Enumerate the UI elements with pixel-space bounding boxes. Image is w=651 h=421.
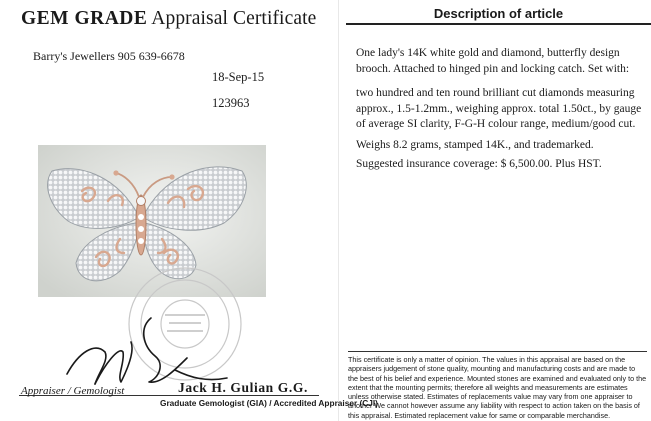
description-paragraph-4: Suggested insurance coverage: $ 6,500.00. Plus HST.: [356, 158, 602, 170]
appraiser-label: Appraiser / Gemologist: [21, 385, 125, 397]
disclaimer-text: This certificate is only a matter of opinion. The values in this appraisal are based on the appraisers judgement of stone quality, mounting and manufacturing costs and are made to the best of his belief and experience. Mounted stones are examined and evaluated only to the extent that the mounting permits; therefore all weights and measurements are estimates unless otherwise stated. Estimates of replacements value may vary from one appraiser to another We cannot however assume any liability with respect to action taken on the basis of this appraisal. Estimated replacement value for same or comparable merchandise.: [348, 351, 647, 420]
gemologist-credentials: Graduate Gemologist (GIA) / Accredited Appraiser (CJI): [160, 398, 378, 408]
jeweller-name: Barry's Jewellers 905 639-6678: [33, 49, 185, 63]
certificate-number: 123963: [212, 96, 250, 110]
certificate-title-bold: GEM GRADE: [21, 8, 148, 29]
description-paragraph-1: One lady's 14K white gold and diamond, butterfly design brooch. Attached to hinged pin and locking catch. Set with:: [356, 47, 630, 75]
description-paragraph-3: Weighs 8.2 grams, stamped 14K., and trademarked.: [356, 139, 594, 151]
description-paragraph-2: two hundred and ten round brilliant cut diamonds measuring approx., 1.5-1.2mm., weighing approx. total 1.50ct., by gauge of average SI clarity, F-G-H colour range, medium/good cut.: [356, 87, 642, 130]
certificate-title-rest: Appraisal Certificate: [151, 8, 317, 29]
description-header: Description of article: [346, 6, 651, 25]
certificate-title: [21, 8, 316, 30]
certificate-date: 18-Sep-15: [212, 70, 265, 84]
gemologist-name: Jack H. Gulian G.G.: [178, 380, 308, 395]
panel-divider: [338, 0, 339, 421]
description-panel: [346, 0, 651, 421]
